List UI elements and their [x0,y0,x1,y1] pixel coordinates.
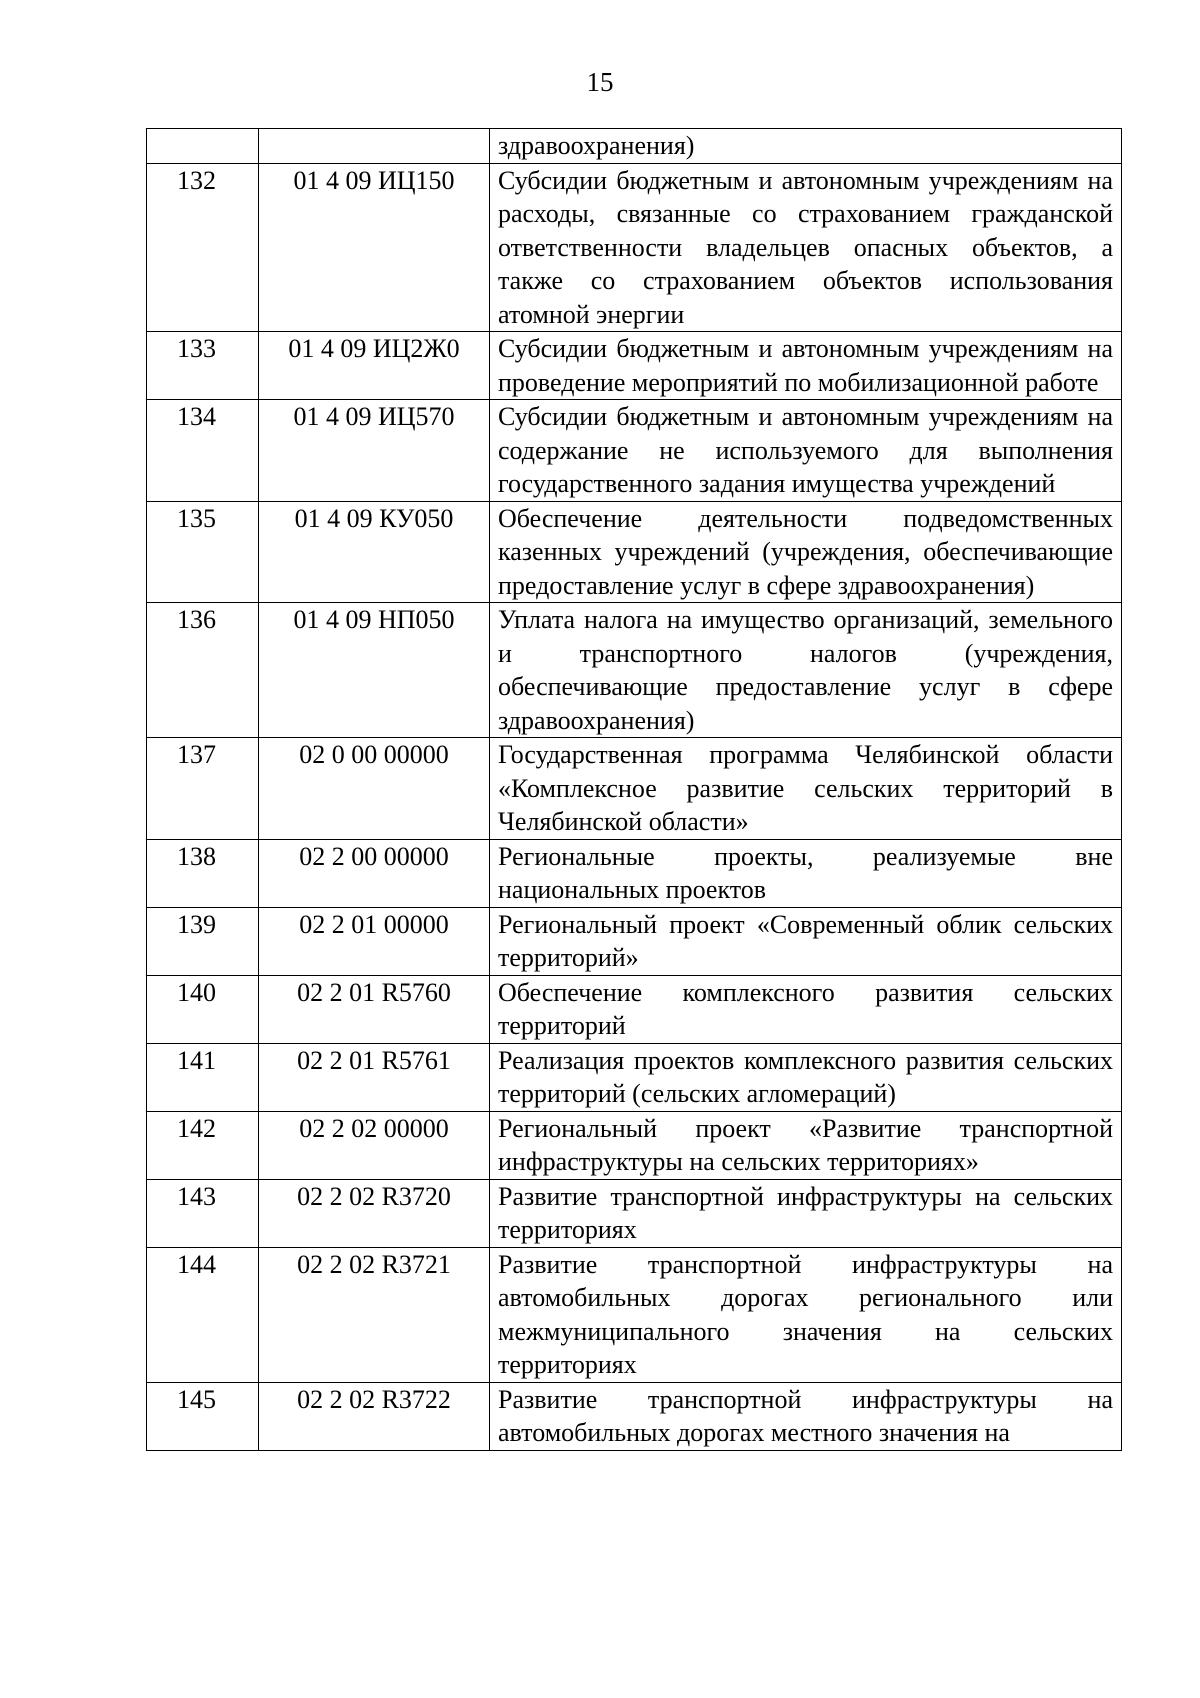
row-number: 137 [147,738,259,840]
table-row [147,163,1122,332]
expense-name: Развитие транспортной инфраструктуры на автомобильных дорогах регионального или межмуниципального значения на сельских территориях [490,1247,1122,1382]
classification-code: 01 4 09 ИЦ150 [259,163,490,332]
table-row [147,400,1122,502]
expense-name: Обеспечение комплексного развития сельских территорий [490,975,1122,1043]
row-number: 133 [147,332,259,400]
expense-name: Субсидии бюджетным и автономным учреждениям на расходы, связанные со страхованием гражданской ответственности владельцев опасных объектов, а также со страхованием объектов использования атомной энергии [490,163,1122,332]
expense-name: Региональный проект «Развитие транспортной инфраструктуры на сельских территориях» [490,1111,1122,1179]
row-number: 138 [147,839,259,907]
row-number: 143 [147,1179,259,1247]
expense-name: Региональные проекты, реализуемые вне национальных проектов [490,839,1122,907]
table-row [147,907,1122,975]
row-number: 139 [147,907,259,975]
classification-code: 02 2 02 R3721 [259,1247,490,1382]
row-number: 132 [147,163,259,332]
classification-code: 01 4 09 ИЦ2Ж0 [259,332,490,400]
table-row [147,975,1122,1043]
table-row [147,129,1122,164]
classification-code: 02 0 00 00000 [259,738,490,840]
expense-name: Региональный проект «Современный облик сельских территорий» [490,907,1122,975]
classification-code: 02 2 02 00000 [259,1111,490,1179]
row-number: 141 [147,1043,259,1111]
expense-name: Субсидии бюджетным и автономным учреждениям на проведение мероприятий по мобилизационной работе [490,332,1122,400]
expense-name: здравоохранения) [490,129,1122,164]
classification-code: 02 2 00 00000 [259,839,490,907]
classification-code: 02 2 01 R5760 [259,975,490,1043]
expense-name: Государственная программа Челябинской области «Комплексное развитие сельских территорий в Челябинской области» [490,738,1122,840]
expense-name: Обеспечение деятельности подведомственных казенных учреждений (учреждения, обеспечивающие предоставление услуг в сфере здравоохранения) [490,501,1122,603]
row-number: 144 [147,1247,259,1382]
table-row [147,839,1122,907]
row-number [147,129,259,164]
classification-code: 01 4 09 ИЦ570 [259,400,490,502]
expense-name: Уплата налога на имущество организаций, земельного и транспортного налогов (учреждения, обеспечивающие предоставление услуг в сфере здравоохранения) [490,603,1122,738]
table-row [147,1382,1122,1450]
classification-code: 02 2 01 00000 [259,907,490,975]
page-number: 15 [586,67,614,97]
expense-name: Развитие транспортной инфраструктуры на автомобильных дорогах местного значения на [490,1382,1122,1450]
classification-code: 02 2 01 R5761 [259,1043,490,1111]
row-number: 136 [147,603,259,738]
table-body [147,129,1122,1451]
classification-code: 02 2 02 R3722 [259,1382,490,1450]
table-row [147,1179,1122,1247]
row-number: 140 [147,975,259,1043]
table-row [147,1111,1122,1179]
table-row [147,738,1122,840]
table-row [147,603,1122,738]
table-row [147,332,1122,400]
row-number: 145 [147,1382,259,1450]
row-number: 134 [147,400,259,502]
expense-name: Реализация проектов комплексного развития сельских территорий (сельских агломераций) [490,1043,1122,1111]
classification-code [259,129,490,164]
budget-classification-table [146,128,1122,1451]
classification-code: 01 4 09 НП050 [259,603,490,738]
expense-name: Развитие транспортной инфраструктуры на сельских территориях [490,1179,1122,1247]
table-row [147,501,1122,603]
table-row [147,1247,1122,1382]
table-row [147,1043,1122,1111]
expense-name: Субсидии бюджетным и автономным учреждениям на содержание не используемого для выполнения государственного задания имущества учреждений [490,400,1122,502]
classification-code: 02 2 02 R3720 [259,1179,490,1247]
classification-code: 01 4 09 КУ050 [259,501,490,603]
row-number: 142 [147,1111,259,1179]
row-number: 135 [147,501,259,603]
